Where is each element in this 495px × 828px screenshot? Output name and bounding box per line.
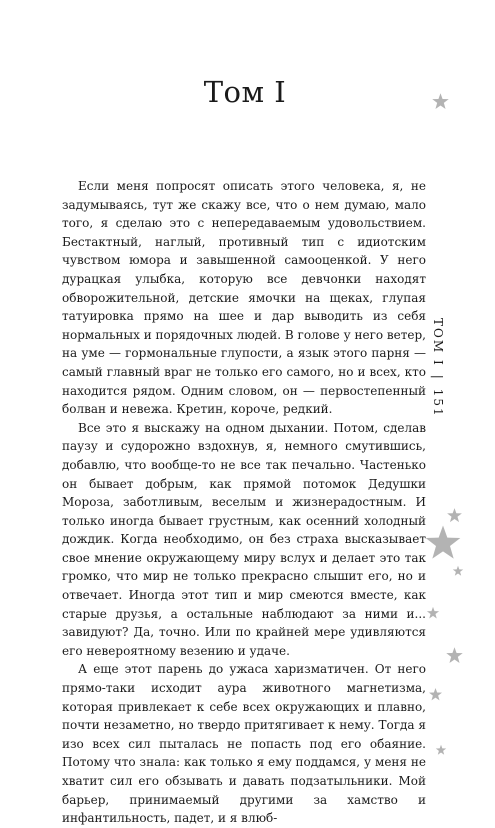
running-head-title: ТОМ I xyxy=(431,318,445,367)
page-number: 151 xyxy=(431,388,445,418)
star-icon xyxy=(435,744,447,756)
running-head xyxy=(431,318,445,418)
star-icon xyxy=(431,92,450,111)
paragraph-1: Если меня попросят описать этого человека, я, не задумываясь, тут же скажу все, что о нем думаю, мало того, я сделаю это с непередаваемым удовольствием. Бестактный, наглый, противный тип с идиотским чувством юмора и завышенной самооценкой. У него дурацкая улыбка, которую все девчонки находят обворожительной, детские ямочки на щеках, глупая татуировка прямо на шее и дар выводить из себя нормальных и порядочных людей. В голове у него ветер, на уме — гормональные глупости, а язык этого парня — самый главный враг не только его самого, но и всех, кто находится рядом. Одним словом, он — первостепенный болван и невежа. Кретин, короче, редкий. xyxy=(62,179,426,417)
star-icon xyxy=(446,507,463,524)
paragraph-3: А еще этот парень до ужаса харизматичен. От него прямо-таки исходит аура животного магнетизма, которая привлекает к себе всех окружающих и плавно, почти незаметно, но твердо притягивает к нему. Тогда я изо всех сил пыталась не попасть под его обаяние. Потому что знала: как только я ему поддамся, у меня не хватит сил его обзывать и давать подзатыльники. Мой барьер, принимаемый другими за хамство и инфантильность, падет, и я влюб- xyxy=(62,662,426,826)
running-head-separator: | xyxy=(431,374,445,381)
star-icon xyxy=(452,565,464,577)
body-text xyxy=(62,177,426,828)
paragraph-2: Все это я выскажу на одном дыхании. Потом, сделав паузу и судорожно вздохнув, я, немного смутившись, добавлю, что вообще-то не все так печально. Частенько он бывает добрым, как прямой потомок Дедушки Мороза, заботливым, веселым и жизнерадостным. И только иногда бывает грустным, как осенний холодный дождик. Когда необходимо, он без страха высказывает свое мнение окружающему миру вслух и делает это так громко, что мир не только прекрасно слышит его, но и отвечает. Иногда этот тип и мир смеются вместе, как старые друзья, а остальные наблюдают за ними и... завидуют? Да, точно. Или по крайней мере удивляются его невероятному везению и удаче. xyxy=(62,420,426,658)
star-icon xyxy=(423,523,463,563)
chapter-title: Том I xyxy=(203,75,287,109)
star-icon xyxy=(428,687,443,702)
star-icon xyxy=(445,646,464,665)
star-icon xyxy=(426,606,440,620)
